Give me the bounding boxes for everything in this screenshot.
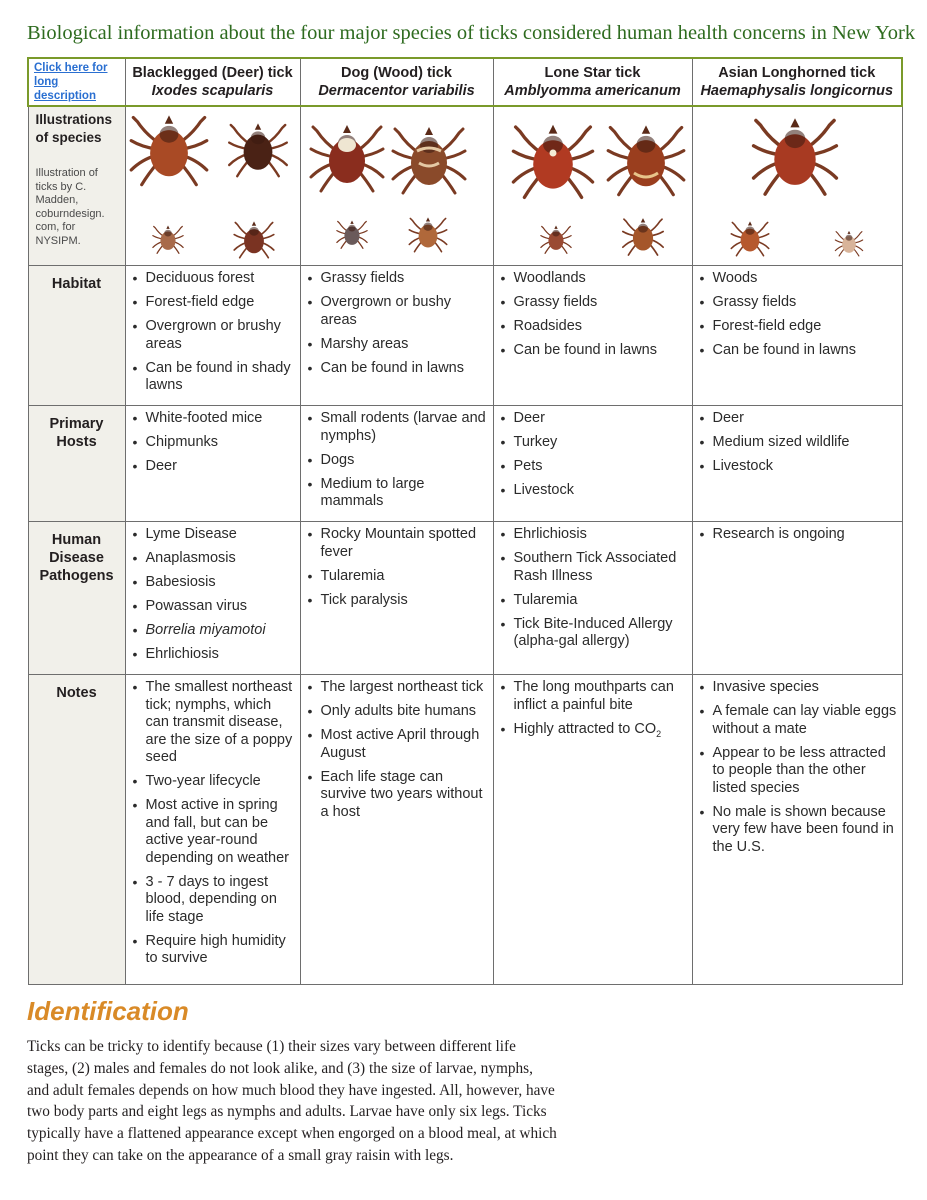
habitat-cell <box>300 266 493 406</box>
list-item: • Woodlands <box>499 270 687 288</box>
list-item: • Woods <box>698 270 897 288</box>
list-item: • Overgrown or brushy areas <box>131 318 295 353</box>
lone-star-female-tick-icon <box>510 117 596 203</box>
list-item: • Roadsides <box>499 318 687 336</box>
identification-body: Ticks can be tricky to identify because (1) their sizes vary between different life stages, (2) males and females do not look alike, and (3) the size of larvae, nymphs, and adult females depends on how much blood they have ingested. All, however, have two body parts and eight legs as nymphs and adults. Larvae have only six legs. Ticks typically have a flattened appearance except when engorged on a blood meal, at which point they can take on the appearance of a small gray raisin with legs. <box>27 1038 557 1164</box>
list-item: • Forest-field edge <box>698 318 897 336</box>
blacklegged-larva-tick-icon <box>230 215 278 263</box>
species-header <box>300 58 493 106</box>
list-item: • Tularemia <box>306 568 488 586</box>
list-item: • Chipmunks <box>131 434 295 452</box>
row-header-notes: Notes <box>28 675 125 985</box>
list-item: • Grassy fields <box>306 270 488 288</box>
list-item: • Deer <box>698 410 897 428</box>
list-item: • Marshy areas <box>306 336 488 354</box>
long-description-cell <box>28 58 125 106</box>
list-item: • Can be found in lawns <box>499 342 687 360</box>
illustration-cell-blacklegged <box>125 106 300 266</box>
list-item: • Most active in spring and fall, but can be active year-round depending on weather <box>131 797 295 867</box>
list-item: • Babesiosis <box>131 574 295 592</box>
lone-star-male-tick-icon <box>604 117 688 201</box>
illustration-cell-lone-star <box>493 106 692 266</box>
asian-longhorned-female-tick-icon <box>749 109 841 201</box>
pathogens-row <box>28 522 902 675</box>
list-item: • Deciduous forest <box>131 270 295 288</box>
pathogens-cell <box>300 522 493 675</box>
dog-tick-nymph-icon <box>333 215 371 253</box>
species-header <box>125 58 300 106</box>
list-item: • Dogs <box>306 452 488 470</box>
list-item: • Medium to large mammals <box>306 476 488 511</box>
list-item: • Grassy fields <box>499 294 687 312</box>
list-item: • Appear to be less attracted to people than the other listed species <box>698 745 897 798</box>
species-common-name: Dog (Wood) tick <box>341 65 452 81</box>
species-common-name: Lone Star tick <box>544 65 641 81</box>
pathogens-cell <box>493 522 692 675</box>
list-item: • Lyme Disease <box>131 526 295 544</box>
notes-cell <box>692 675 902 985</box>
list-item: • Forest-field edge <box>131 294 295 312</box>
species-scientific-name: Dermacentor variabilis <box>318 83 475 99</box>
list-item: • 3 - 7 days to ingest blood, depending on life stage <box>131 874 295 927</box>
list-item: • Require high humidity to survive <box>131 933 295 968</box>
dog-tick-male-icon <box>387 117 471 201</box>
species-common-name: Asian Longhorned tick <box>718 65 876 81</box>
list-item: • Powassan virus <box>131 598 295 616</box>
list-item: • Livestock <box>698 458 897 476</box>
row-header-pathogens: Human Disease Pathogens <box>28 522 125 675</box>
list-item: • Only adults bite humans <box>306 703 488 721</box>
list-item: • Turkey <box>499 434 687 452</box>
list-item: • White-footed mice <box>131 410 295 428</box>
list-item: • Invasive species <box>698 679 897 697</box>
notes-cell <box>493 675 692 985</box>
row-header-illustrations <box>28 106 125 266</box>
asian-longhorned-larva-tick-icon <box>831 225 867 261</box>
list-item: • No male is shown because very few have been found in the U.S. <box>698 804 897 857</box>
co2-text: Highly attracted to CO <box>513 720 657 737</box>
habitat-cell <box>125 266 300 406</box>
species-scientific-name: Amblyomma americanum <box>504 83 681 99</box>
row-header-primary-hosts: Primary Hosts <box>28 406 125 522</box>
list-item: • The smallest northeast tick; nymphs, which can transmit disease, are the size of a poppy seed <box>131 679 295 767</box>
lone-star-larva-tick-icon <box>618 211 668 261</box>
habitat-cell <box>692 266 902 406</box>
asian-longhorned-nymph-tick-icon <box>727 215 773 261</box>
species-scientific-name: Haemaphysalis longicornus <box>700 83 894 99</box>
hosts-cell <box>493 406 692 522</box>
list-item: • Can be found in lawns <box>698 342 897 360</box>
pathogens-cell <box>692 522 902 675</box>
list-item: • Ehrlichiosis <box>131 646 295 664</box>
species-common-name: Blacklegged (Deer) tick <box>132 65 293 81</box>
notes-row <box>28 675 902 985</box>
blacklegged-female-tick-icon <box>129 107 209 187</box>
list-item: • Tick paralysis <box>306 592 488 610</box>
list-item: • Livestock <box>499 482 687 500</box>
habitat-row <box>28 266 902 406</box>
illustrations-label: Illustrations of species <box>35 112 113 145</box>
tick-species-table <box>27 57 903 985</box>
list-item: • Southern Tick Associated Rash Illness <box>499 550 687 585</box>
row-header-habitat: Habitat <box>28 266 125 406</box>
list-item: • Deer <box>499 410 687 428</box>
table-header-row <box>28 58 902 106</box>
species-scientific-name: Ixodes scapularis <box>151 83 274 99</box>
list-item: • Medium sized wildlife <box>698 434 897 452</box>
illustration-cell-dog <box>300 106 493 266</box>
co2-subscript: 2 <box>656 728 662 739</box>
notes-cell <box>300 675 493 985</box>
list-item: • Ehrlichiosis <box>499 526 687 544</box>
list-item: • Two-year lifecycle <box>131 773 295 791</box>
illustration-credit: Illustration of ticks by C. Madden, coburndesign. com, for NYSIPM. <box>35 167 105 247</box>
blacklegged-male-tick-icon <box>226 115 290 179</box>
hosts-row <box>28 406 902 522</box>
list-item: • Anaplasmosis <box>131 550 295 568</box>
hosts-cell <box>300 406 493 522</box>
habitat-cell <box>493 266 692 406</box>
list-item: • Each life stage can survive two years without a host <box>306 769 488 822</box>
list-item: • Overgrown or bushy areas <box>306 294 488 329</box>
list-item: • Most active April through August <box>306 727 488 762</box>
list-item: • A female can lay viable eggs without a mate <box>698 703 897 738</box>
list-item <box>499 721 687 743</box>
lone-star-nymph-tick-icon <box>538 221 574 257</box>
page-title: Biological information about the four major species of ticks considered human health concerns in New York <box>27 22 916 44</box>
list-item: • Grassy fields <box>698 294 897 312</box>
hosts-cell <box>692 406 902 522</box>
list-item: • Deer <box>131 458 295 476</box>
list-item: • Can be found in lawns <box>306 360 488 378</box>
hosts-cell <box>125 406 300 522</box>
dog-tick-larva-icon <box>405 211 451 257</box>
pathogens-cell <box>125 522 300 675</box>
list-item: • Small rodents (larvae and nymphs) <box>306 410 488 445</box>
species-header <box>692 58 902 106</box>
list-item: • Borrelia miyamotoi <box>131 622 295 640</box>
list-item: • Can be found in shady lawns <box>131 360 295 395</box>
list-item: • Pets <box>499 458 687 476</box>
list-item: • Tularemia <box>499 592 687 610</box>
list-item: • Rocky Mountain spotted fever <box>306 526 488 561</box>
illustration-cell-asian-longhorned <box>692 106 902 266</box>
long-description-link[interactable]: Click here for long description <box>34 62 108 102</box>
identification-heading: Identification <box>27 996 189 1026</box>
list-item: • Tick Bite-Induced Allergy (alpha-gal allergy) <box>499 616 687 651</box>
species-header <box>493 58 692 106</box>
list-item: • The long mouthparts can inflict a painful bite <box>499 679 687 714</box>
list-item: • The largest northeast tick <box>306 679 488 697</box>
illustrations-row <box>28 106 902 266</box>
dog-tick-female-icon <box>307 117 387 197</box>
blacklegged-nymph-tick-icon <box>150 221 186 257</box>
notes-cell <box>125 675 300 985</box>
list-item: • Research is ongoing <box>698 526 897 544</box>
